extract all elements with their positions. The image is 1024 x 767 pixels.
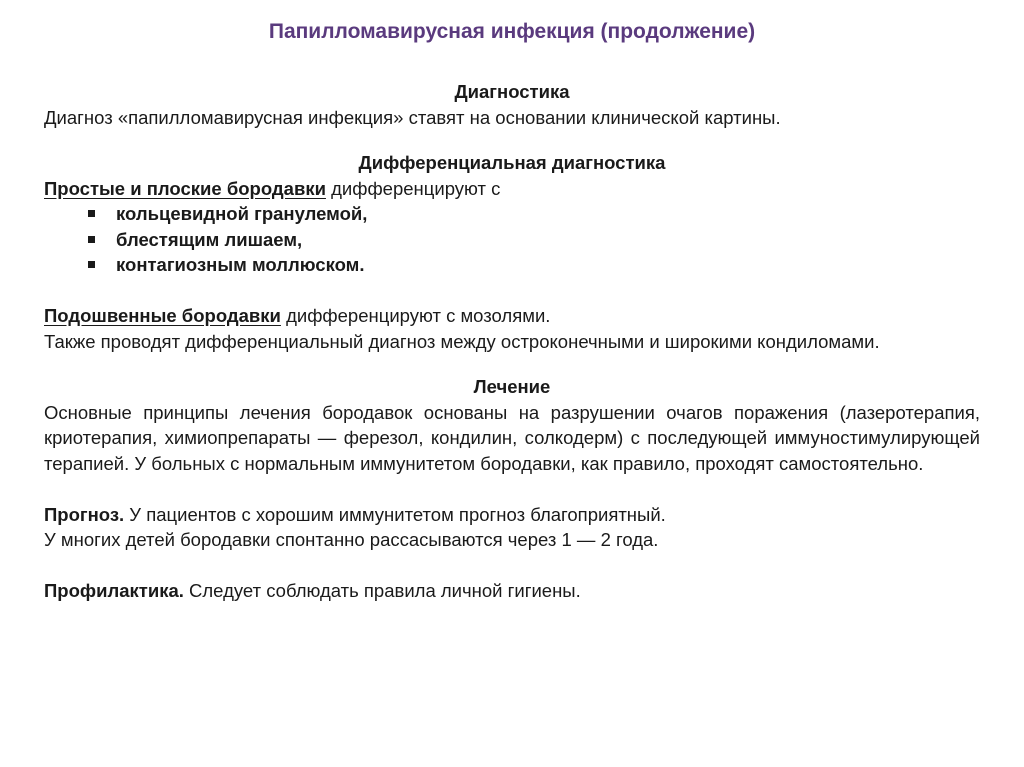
simple-warts-label: Простые и плоские бородавки — [44, 177, 326, 199]
plantar-warts-label: Подошвенные бородавки — [44, 305, 281, 326]
treatment-text: Основные принципы лечения бородавок основаны на разрушении очагов поражения (лазеротерапия, криотерапия, химиопрепараты — ферезол, кондилин, солкодерм) с последующей иммуностимулирующей терапией. У больных с нормальным иммунитетом бородавки, как правило, проходят самостоятельно. — [44, 401, 980, 474]
simple-warts-paragraph — [44, 176, 980, 202]
treatment-heading: Лечение — [473, 376, 551, 397]
differential-list — [44, 201, 980, 278]
square-bullet-icon — [88, 236, 95, 243]
diagnostics-text: Диагноз «папилломавирусная инфекция» ставят на основании клинической картины. — [44, 106, 781, 128]
prognosis-paragraph — [44, 502, 980, 528]
list-item — [44, 201, 980, 227]
list-item-text: контагиозным моллюском. — [116, 254, 365, 275]
differential-heading: Дифференциальная диагностика — [358, 152, 666, 173]
square-bullet-icon — [88, 261, 95, 268]
plantar-warts-rest: дифференцируют с мозолями. — [280, 305, 551, 326]
diagnostics-heading: Диагностика — [454, 81, 570, 102]
prognosis-children-text: У многих детей бородавки спонтанно рассасываются через 1 — 2 года. — [44, 529, 659, 550]
prevention-paragraph — [44, 578, 980, 604]
list-item-text: кольцевидной гранулемой, — [116, 203, 368, 224]
slide-content — [44, 79, 980, 604]
prevention-label: Профилактика. — [44, 580, 184, 601]
prognosis-text: У пациентов с хорошим иммунитетом прогноз благоприятный. — [124, 503, 666, 525]
square-bullet-icon — [88, 210, 95, 217]
page-title: Папилломавирусная инфекция (продолжение) — [268, 20, 756, 43]
list-item — [44, 227, 980, 253]
prevention-text: Следует соблюдать правила личной гигиены. — [183, 580, 581, 601]
condylomas-paragraph: Также проводят дифференциальный диагноз между остроконечными и широкими кондиломами. — [44, 330, 880, 352]
simple-warts-rest: дифференцируют с — [325, 177, 501, 199]
prognosis-label: Прогноз. — [44, 503, 125, 525]
list-item — [44, 252, 980, 278]
list-item-text: блестящим лишаем, — [116, 228, 303, 250]
plantar-warts-paragraph — [44, 303, 980, 329]
